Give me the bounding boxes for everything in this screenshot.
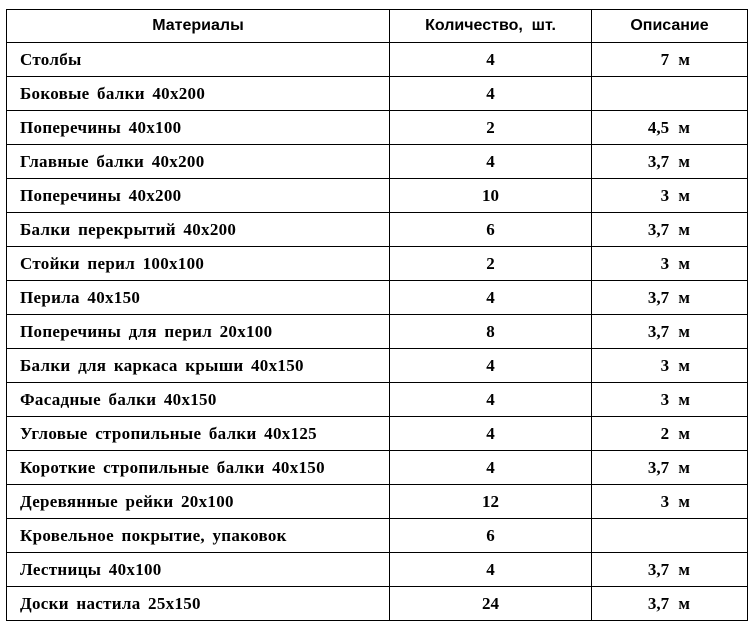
quantity-cell: 4 [390, 383, 592, 417]
description-cell [592, 519, 748, 553]
material-name-cell: Главные балки 40х200 [7, 145, 390, 179]
table-row [7, 315, 748, 349]
material-name-cell: Доски настила 25х150 [7, 587, 390, 621]
header-quantity: Количество, шт. [390, 10, 592, 43]
quantity-cell: 12 [390, 485, 592, 519]
table-row [7, 383, 748, 417]
table-row [7, 519, 748, 553]
quantity-cell: 2 [390, 111, 592, 145]
table-row [7, 213, 748, 247]
material-name-cell: Перила 40х150 [7, 281, 390, 315]
description-cell: 3 м [592, 349, 748, 383]
table-row [7, 587, 748, 621]
quantity-cell: 4 [390, 281, 592, 315]
quantity-cell: 4 [390, 451, 592, 485]
header-materials: Материалы [7, 10, 390, 43]
table-row [7, 111, 748, 145]
table-row [7, 77, 748, 111]
table-row [7, 247, 748, 281]
quantity-cell: 4 [390, 349, 592, 383]
description-cell: 4,5 м [592, 111, 748, 145]
material-name-cell: Поперечины 40х200 [7, 179, 390, 213]
description-cell: 3 м [592, 247, 748, 281]
quantity-cell: 6 [390, 213, 592, 247]
material-name-cell: Угловые стропильные балки 40х125 [7, 417, 390, 451]
table-row [7, 349, 748, 383]
description-cell: 3 м [592, 485, 748, 519]
description-cell: 3,7 м [592, 145, 748, 179]
material-name-cell: Поперечины 40х100 [7, 111, 390, 145]
material-name-cell: Балки перекрытий 40х200 [7, 213, 390, 247]
description-cell: 3,7 м [592, 213, 748, 247]
description-cell: 3 м [592, 383, 748, 417]
material-name-cell: Боковые балки 40х200 [7, 77, 390, 111]
header-description: Описание [592, 10, 748, 43]
quantity-cell: 4 [390, 553, 592, 587]
table-row [7, 417, 748, 451]
table-row [7, 485, 748, 519]
quantity-cell: 24 [390, 587, 592, 621]
quantity-cell: 8 [390, 315, 592, 349]
quantity-cell: 4 [390, 417, 592, 451]
header-row [7, 10, 748, 43]
quantity-cell: 10 [390, 179, 592, 213]
description-cell [592, 77, 748, 111]
material-name-cell: Столбы [7, 43, 390, 77]
material-name-cell: Короткие стропильные балки 40х150 [7, 451, 390, 485]
description-cell: 3,7 м [592, 315, 748, 349]
material-name-cell: Деревянные рейки 20х100 [7, 485, 390, 519]
table-row [7, 43, 748, 77]
table-row [7, 281, 748, 315]
material-name-cell: Лестницы 40х100 [7, 553, 390, 587]
material-name-cell: Балки для каркаса крыши 40х150 [7, 349, 390, 383]
description-cell: 3 м [592, 179, 748, 213]
description-cell: 3,7 м [592, 587, 748, 621]
table-row [7, 179, 748, 213]
quantity-cell: 4 [390, 77, 592, 111]
material-name-cell: Стойки перил 100х100 [7, 247, 390, 281]
description-cell: 3,7 м [592, 553, 748, 587]
description-cell: 3,7 м [592, 281, 748, 315]
table-row [7, 451, 748, 485]
materials-table [6, 9, 748, 621]
description-cell: 7 м [592, 43, 748, 77]
description-cell: 3,7 м [592, 451, 748, 485]
description-cell: 2 м [592, 417, 748, 451]
table-row [7, 145, 748, 179]
table-body [7, 43, 748, 621]
table-row [7, 553, 748, 587]
material-name-cell: Кровельное покрытие, упаковок [7, 519, 390, 553]
quantity-cell: 4 [390, 145, 592, 179]
quantity-cell: 4 [390, 43, 592, 77]
material-name-cell: Поперечины для перил 20х100 [7, 315, 390, 349]
quantity-cell: 2 [390, 247, 592, 281]
material-name-cell: Фасадные балки 40х150 [7, 383, 390, 417]
quantity-cell: 6 [390, 519, 592, 553]
